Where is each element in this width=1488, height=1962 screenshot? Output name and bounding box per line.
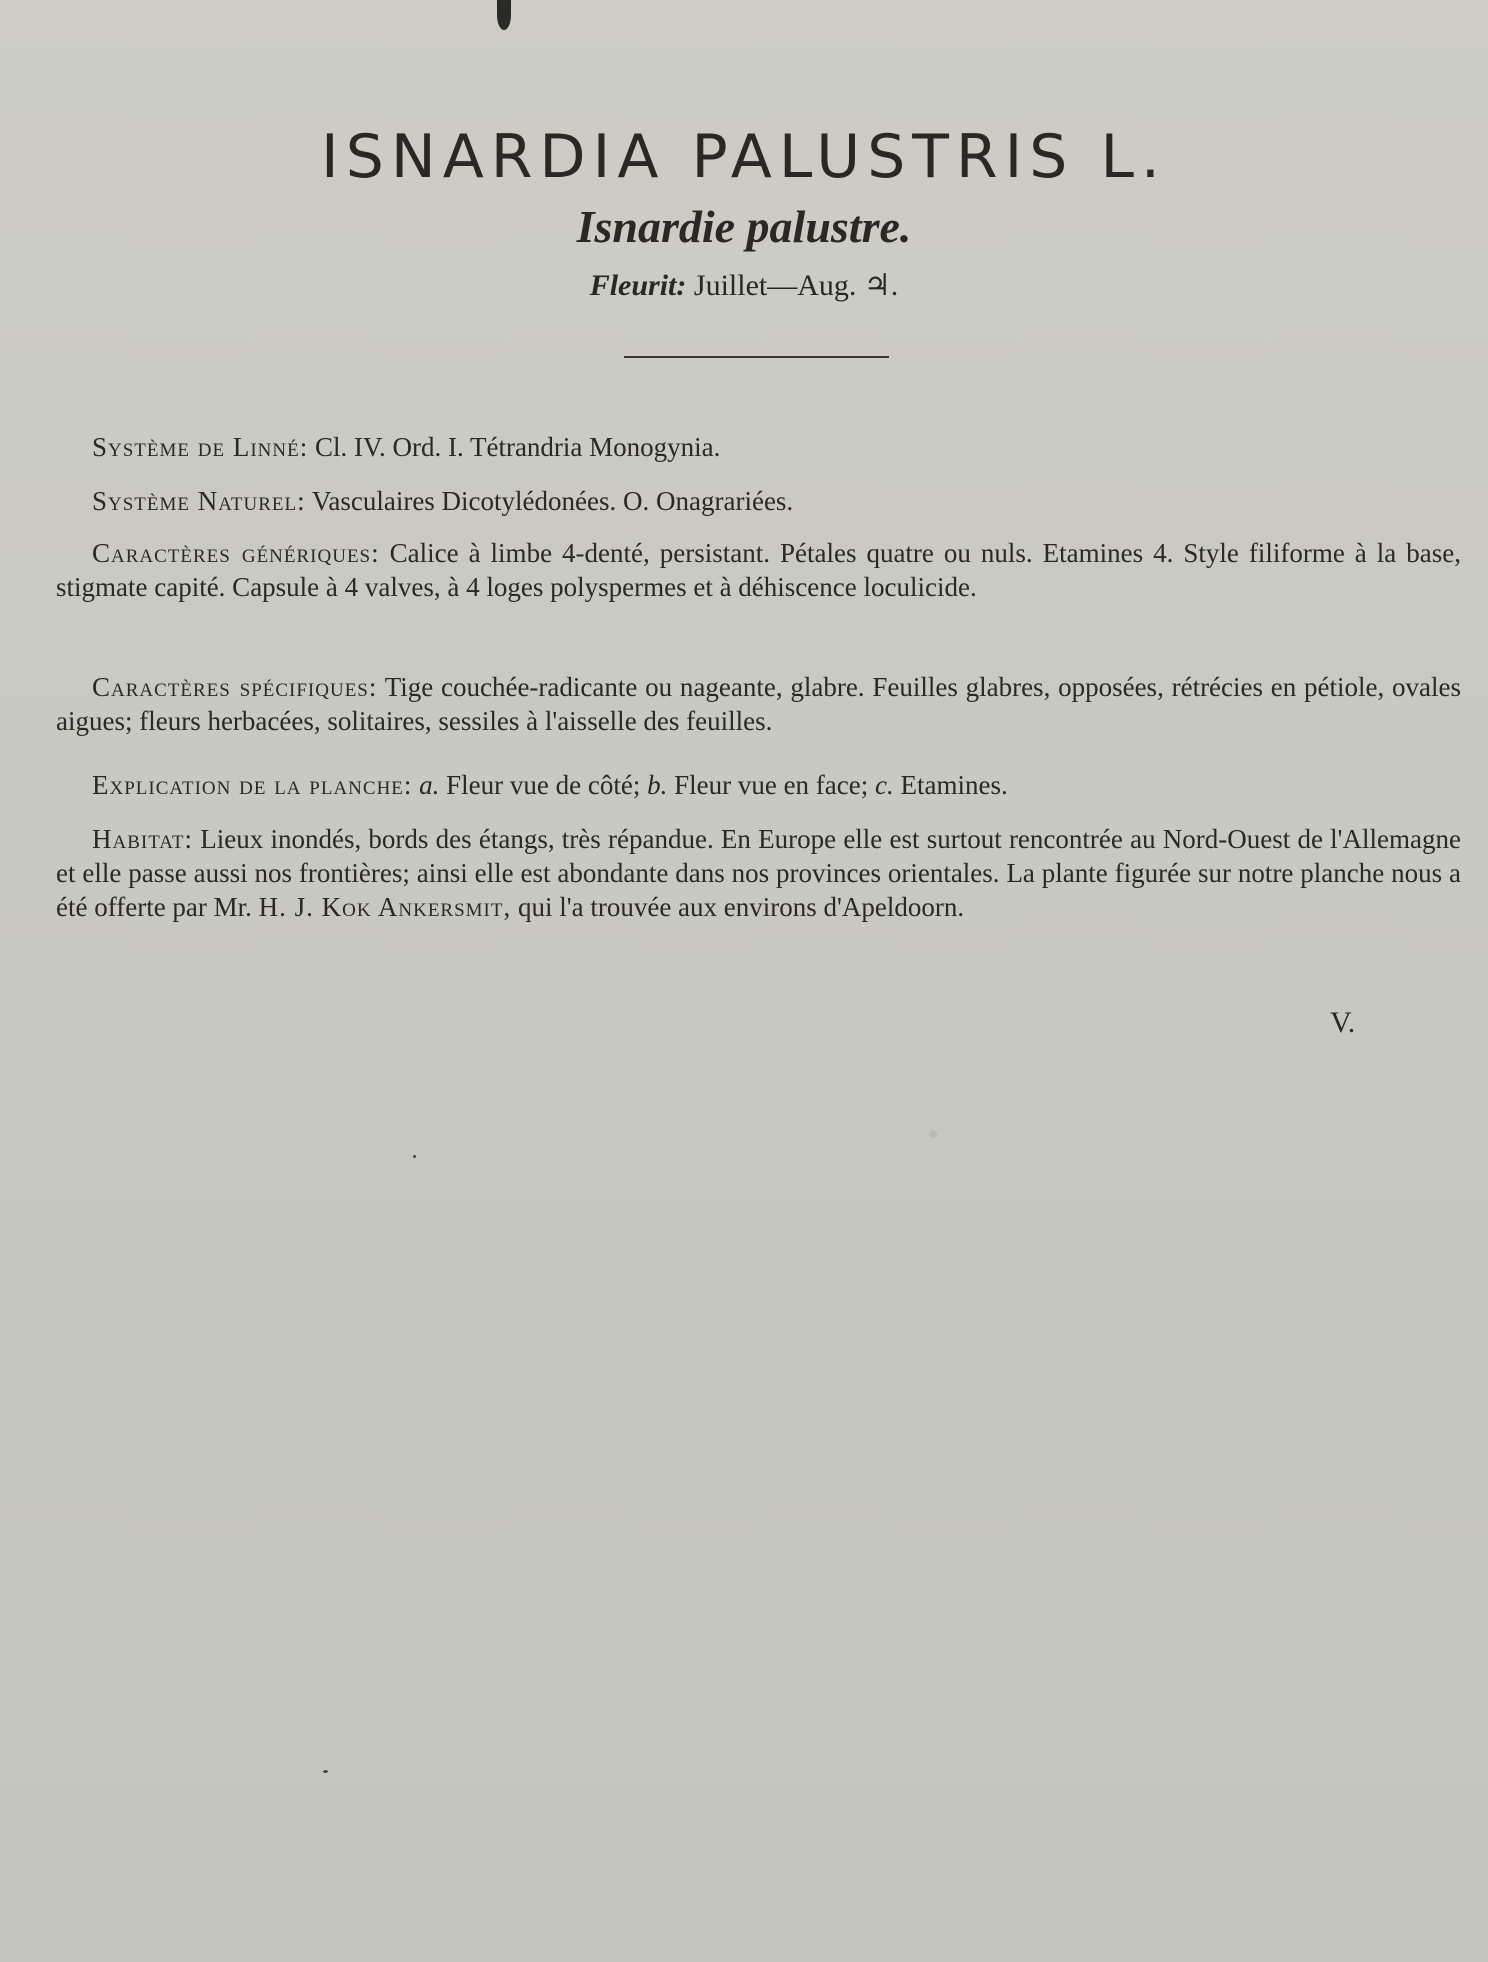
figure-ref-b: b. (647, 770, 668, 800)
section-text-2: qui l'a trouvée aux environs d'Apeldoorn. (518, 892, 965, 922)
ink-spot (497, 0, 511, 30)
section-text: Cl. IV. Ord. I. Tétrandria Monogynia. (314, 432, 721, 462)
figure-ref-c: c. (875, 770, 894, 800)
section-specifiques (56, 670, 1461, 738)
section-generiques (56, 536, 1461, 604)
section-text: Lieux inondés, bords des étangs, très répandue. En Europe elle est surtout rencontrée au Nord-Ouest de l'Allemagne et elle passe aussi nos frontières; ainsi elle est abondante dans nos provinces orientales. La plante figurée sur notre planche nous a été offerte par Mr. (56, 824, 1461, 922)
title-divider (624, 356, 889, 358)
figure-text-a: Fleur vue de côté; (446, 770, 641, 800)
figure-ref-a: a. (419, 770, 440, 800)
section-text: Calice à limbe 4-denté, persistant. Pétales quatre ou nuls. Etamines 4. Style filiforme à la base, stigmate capité. Capsule à 4 valves, à 4 loges polyspermes et à déhiscence loculicide. (56, 538, 1461, 602)
section-label: Caractères spécifiques: (92, 672, 378, 702)
person-name: H. J. Kok Ankersmit, (258, 892, 512, 922)
section-habitat (56, 822, 1461, 924)
section-label: Habitat: (92, 824, 194, 854)
section-text: Vasculaires Dicotylédonées. O. Onagrariées. (311, 486, 794, 516)
flowering-label: Fleurit: (589, 269, 687, 302)
section-label: Explication de la planche: (92, 770, 413, 800)
flowering-value: Juillet—Aug. ♃. (693, 269, 899, 302)
section-label: Système de Linné: (92, 432, 309, 462)
page-title: ISNARDIA PALUSTRIS L. (321, 122, 1167, 192)
page-subtitle: Isnardie palustre. (576, 201, 912, 252)
section-explication (56, 768, 1461, 802)
paper-speck (413, 1155, 416, 1158)
section-naturel (56, 484, 1461, 518)
section-label: Système Naturel: (92, 486, 306, 516)
paper-speck (929, 1130, 937, 1138)
figure-text-b: Fleur vue en face; (674, 770, 869, 800)
paper-speck (323, 1770, 328, 1773)
section-text: Tige couchée-radicante ou nageante, glabre. Feuilles glabres, opposées, rétrécies en pétiole, ovales aigues; fleurs herbacées, solitaires, sessiles à l'aisselle des feuilles. (56, 672, 1462, 736)
section-label: Caractères génériques: (92, 538, 380, 568)
flowering-line (0, 268, 1488, 303)
figure-text-c: Etamines. (900, 770, 1008, 800)
section-linne (56, 430, 1461, 464)
author-signature: V. (1330, 1006, 1356, 1039)
